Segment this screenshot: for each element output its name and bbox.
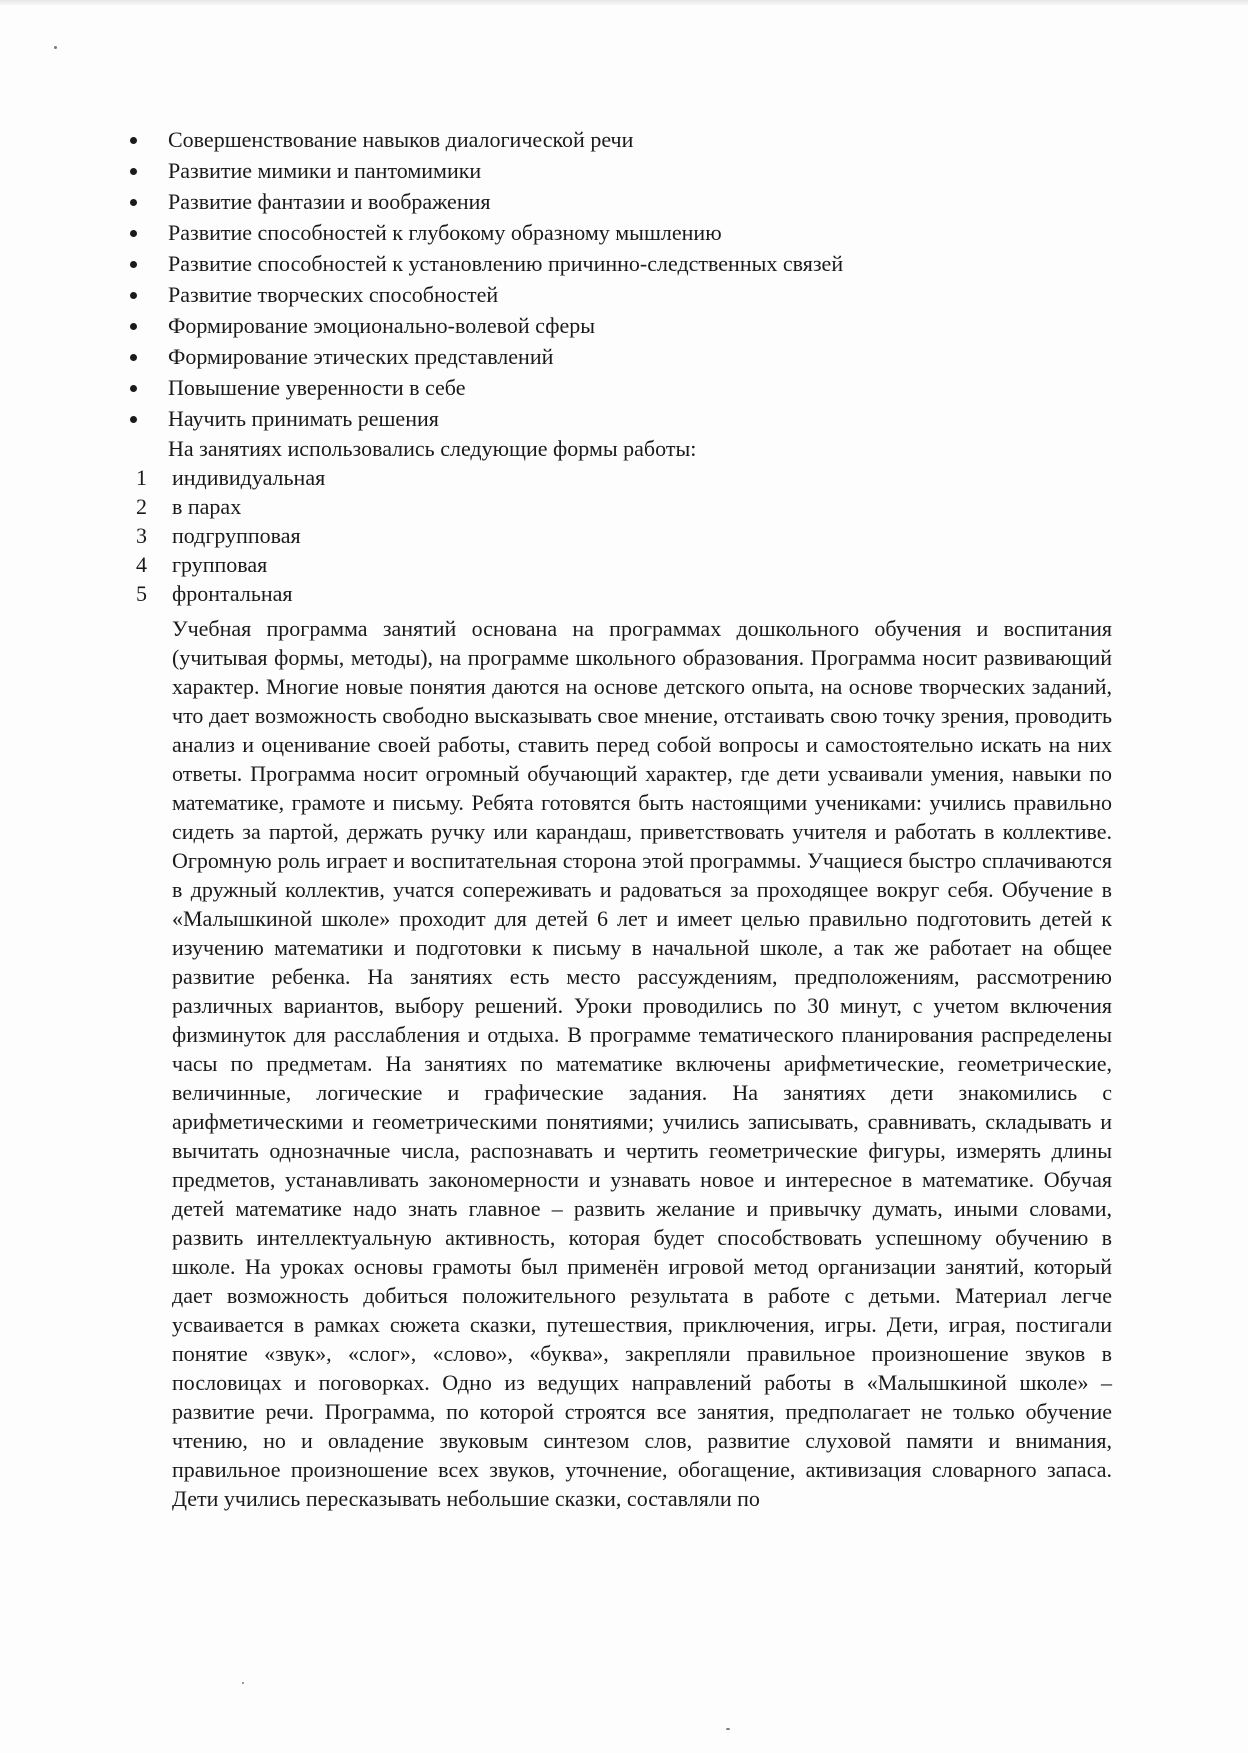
list-item-text: подгрупповая (172, 523, 301, 548)
list-item (128, 310, 1112, 341)
list-item-text: Развитие способностей к установлению причинно-следственных связей (168, 251, 844, 276)
list-item-text: Научить принимать решения (168, 406, 439, 431)
list-item-text: Развитие творческих способностей (168, 282, 499, 307)
list-item (128, 217, 1112, 248)
bullet-icon (130, 385, 137, 392)
bullet-icon (130, 416, 137, 423)
list-item (128, 155, 1112, 186)
list-item-text: в парах (172, 494, 242, 519)
document-content (128, 124, 1112, 1513)
list-item (128, 521, 1112, 550)
list-item-text: Развитие способностей к глубокому образному мышлению (168, 220, 722, 245)
list-item (128, 279, 1112, 310)
scan-speck (726, 1728, 730, 1730)
list-number: 2 (136, 494, 147, 519)
list-item (128, 248, 1112, 279)
list-number: 3 (136, 523, 147, 548)
list-item (128, 372, 1112, 403)
list-item-text: групповая (172, 552, 268, 577)
bullet-icon (130, 292, 137, 299)
list-item-text: Повышение уверенности в себе (168, 375, 466, 400)
bullet-icon (130, 323, 137, 330)
list-item (128, 341, 1112, 372)
bullet-icon (130, 354, 137, 361)
list-item-text: индивидуальная (172, 465, 326, 490)
list-item (128, 124, 1112, 155)
list-item-text: Развитие мимики и пантомимики (168, 158, 482, 183)
list-item-text: Формирование эмоционально-волевой сферы (168, 313, 596, 338)
list-item-text: Совершенствование навыков диалогической речи (168, 127, 634, 152)
list-number: 1 (136, 465, 147, 490)
body-paragraph: Учебная программа занятий основана на программах дошкольного обучения и воспитания (учитывая формы, методы), на программе школьного образования. Программа носит развивающий характер. Многие новые понятия даются на основе детского опыта, на основе творческих заданий, что дает возможность свободно высказывать свое мнение, отстаивать свою точку зрения, проводить анализ и оценивание своей работы, ставить перед собой вопросы и самостоятельно искать на них ответы. Программа носит огромный обучающий характер, где дети усваивали умения, навыки по математике, грамоте и письму. Ребята готовятся быть настоящими учениками: учились правильно сидеть за партой, держать ручку или карандаш, приветствовать учителя и работать в коллективе. Огромную роль играет и воспитательная сторона этой программы. Учащиеся быстро сплачиваются в дружный коллектив, учатся сопереживать и радоваться за проходящее вокруг себя. Обучение в «Малышкиной школе» проходит для детей 6 лет и имеет целью правильно подготовить детей к изучению математики и подготовки к письму в начальной школе, а так же работает на общее развитие ребенка. На занятиях есть место рассуждениям, предположениям, рассмотрению различных вариантов, выбору решений. Уроки проводились по 30 минут, с учетом включения физминуток для расслабления и отдыха. В программе тематического планирования распределены часы по предметам. На занятиях по математике включены арифметические, геометрические, величинные, логические и графические задания. На занятиях дети знакомились с арифметическими и геометрическими понятиями; учились записывать, сравнивать, складывать и вычитать однозначные числа, распознавать и чертить геометрические фигуры, измерять длины предметов, устанавливать закономерности и узнавать новое и интересное в математике. Обучая детей математике надо знать главное – развить желание и привычку думать, иными словами, развить интеллектуальную активность, которая будет способствовать успешному обучению в школе. На уроках основы грамоты был применён игровой метод организации занятий, который дает возможность добиться положительного результата в работе с детьми. Материал легче усваивается в рамках сюжета сказки, путешествия, приключения, игры. Дети, играя, постигали понятие «звук», «слог», «слово», «буква», закрепляли правильное произношение звуков в пословицах и поговорках. Одно из ведущих направлений работы в «Малышкиной школе» – развитие речи. Программа, по которой строятся все занятия, предполагает не только обучение чтению, но и овладение звуковым синтезом слов, развитие слуховой памяти и внимания, правильное произношение всех звуков, уточнение, обогащение, активизация словарного запаса. Дети учились пересказывать небольшие сказки, составляли по (172, 616, 1112, 1511)
list-item (128, 186, 1112, 217)
scan-edge (0, 0, 1248, 6)
list-item (128, 550, 1112, 579)
list-number: 5 (136, 581, 147, 606)
bullet-icon (130, 137, 137, 144)
list-item (128, 579, 1112, 608)
list-item (128, 463, 1112, 492)
list-item-text: Формирование этических представлений (168, 344, 554, 369)
forms-intro: На занятиях использовались следующие формы работы: (168, 436, 697, 461)
scan-speck (54, 46, 57, 49)
list-number: 4 (136, 552, 147, 577)
bullet-icon (130, 261, 137, 268)
bullet-icon (130, 230, 137, 237)
bullet-icon (130, 199, 137, 206)
list-item-text: Развитие фантазии и воображения (168, 189, 491, 214)
list-item (128, 403, 1112, 434)
list-item-text: фронтальная (172, 581, 293, 606)
bullet-icon (130, 168, 137, 175)
work-forms-list (128, 463, 1112, 608)
scan-speck (242, 1682, 244, 1684)
goals-bullet-list (128, 124, 1112, 434)
list-item (128, 492, 1112, 521)
